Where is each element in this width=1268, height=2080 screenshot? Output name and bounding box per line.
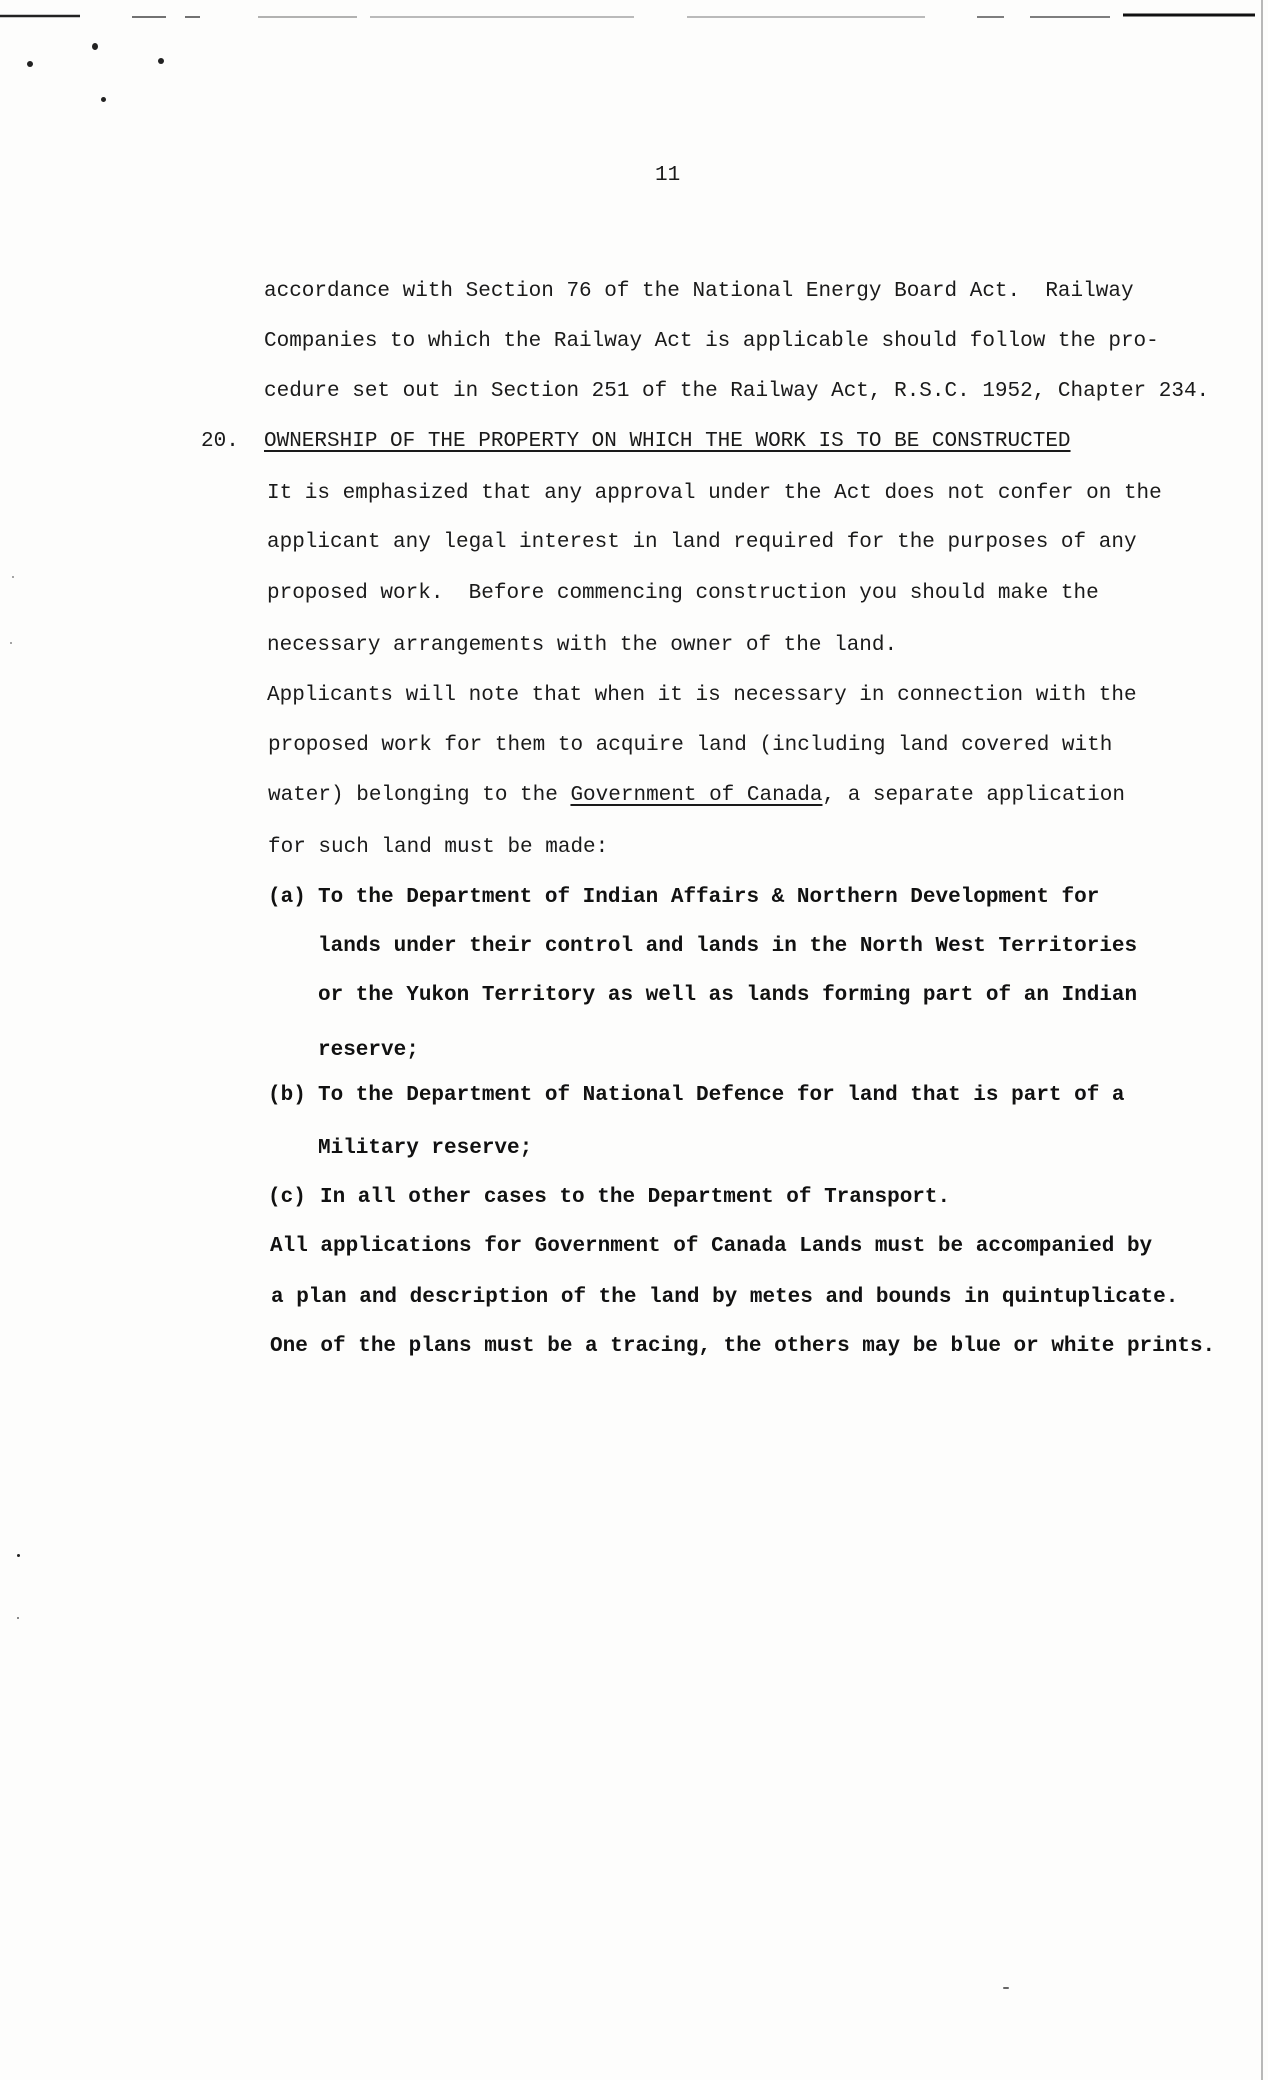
paragraph-line: a plan and description of the land by metes and bounds in quintuplicate. [271, 1286, 1179, 1309]
page-number: 11 [655, 164, 681, 187]
paragraph-line: applicant any legal interest in land required for the purposes of any [267, 531, 1137, 554]
item-label: (a) [268, 886, 306, 909]
speck [92, 43, 98, 50]
speck [17, 1617, 19, 1619]
item-label: (c) [268, 1186, 306, 1209]
item-line: Military reserve; [318, 1137, 533, 1160]
paragraph-line: necessary arrangements with the owner of the land. [267, 634, 898, 657]
section-number: 20. [201, 430, 239, 453]
underlined-term: Government of Canada [570, 784, 823, 807]
line-text: , a separate application [822, 784, 1125, 807]
section-heading: OWNERSHIP OF THE PROPERTY ON WHICH THE WORK IS TO BE CONSTRUCTED [264, 430, 1071, 453]
line-text: water) belonging to the [268, 784, 571, 807]
page-edge [1261, 0, 1263, 2080]
top-rule [0, 8, 1268, 24]
paragraph-line [268, 783, 1125, 809]
speck [12, 576, 14, 578]
item-label: (b) [268, 1084, 306, 1107]
speck [27, 61, 33, 67]
speck [158, 58, 164, 64]
paragraph-line: for such land must be made: [268, 836, 609, 859]
paragraph-line: proposed work. Before commencing construction you should make the [267, 582, 1099, 605]
item-line: To the Department of National Defence for land that is part of a [318, 1084, 1125, 1107]
intro-line: Companies to which the Railway Act is applicable should follow the pro- [264, 330, 1159, 353]
paragraph-line: proposed work for them to acquire land (including land covered with [268, 734, 1113, 757]
paragraph-line: It is emphasized that any approval under the Act does not confer on the [267, 482, 1162, 505]
intro-line: cedure set out in Section 251 of the Railway Act, R.S.C. 1952, Chapter 234. [264, 380, 1210, 403]
paragraph-line: All applications for Government of Canada Lands must be accompanied by [270, 1235, 1153, 1258]
speck [10, 642, 12, 644]
speck [101, 97, 106, 102]
item-line: In all other cases to the Department of Transport. [320, 1186, 951, 1209]
item-line: To the Department of Indian Affairs & Northern Development for [318, 886, 1100, 909]
item-line: reserve; [318, 1039, 419, 1062]
paragraph-line: One of the plans must be a tracing, the others may be blue or white prints. [270, 1335, 1216, 1358]
speck [17, 1554, 20, 1557]
intro-line: accordance with Section 76 of the National Energy Board Act. Railway [264, 280, 1134, 303]
item-line: or the Yukon Territory as well as lands forming part of an Indian [318, 984, 1138, 1007]
paragraph-line: Applicants will note that when it is necessary in connection with the [267, 684, 1137, 707]
item-line: lands under their control and lands in the North West Territories [318, 935, 1138, 958]
speck [1003, 1987, 1009, 1989]
